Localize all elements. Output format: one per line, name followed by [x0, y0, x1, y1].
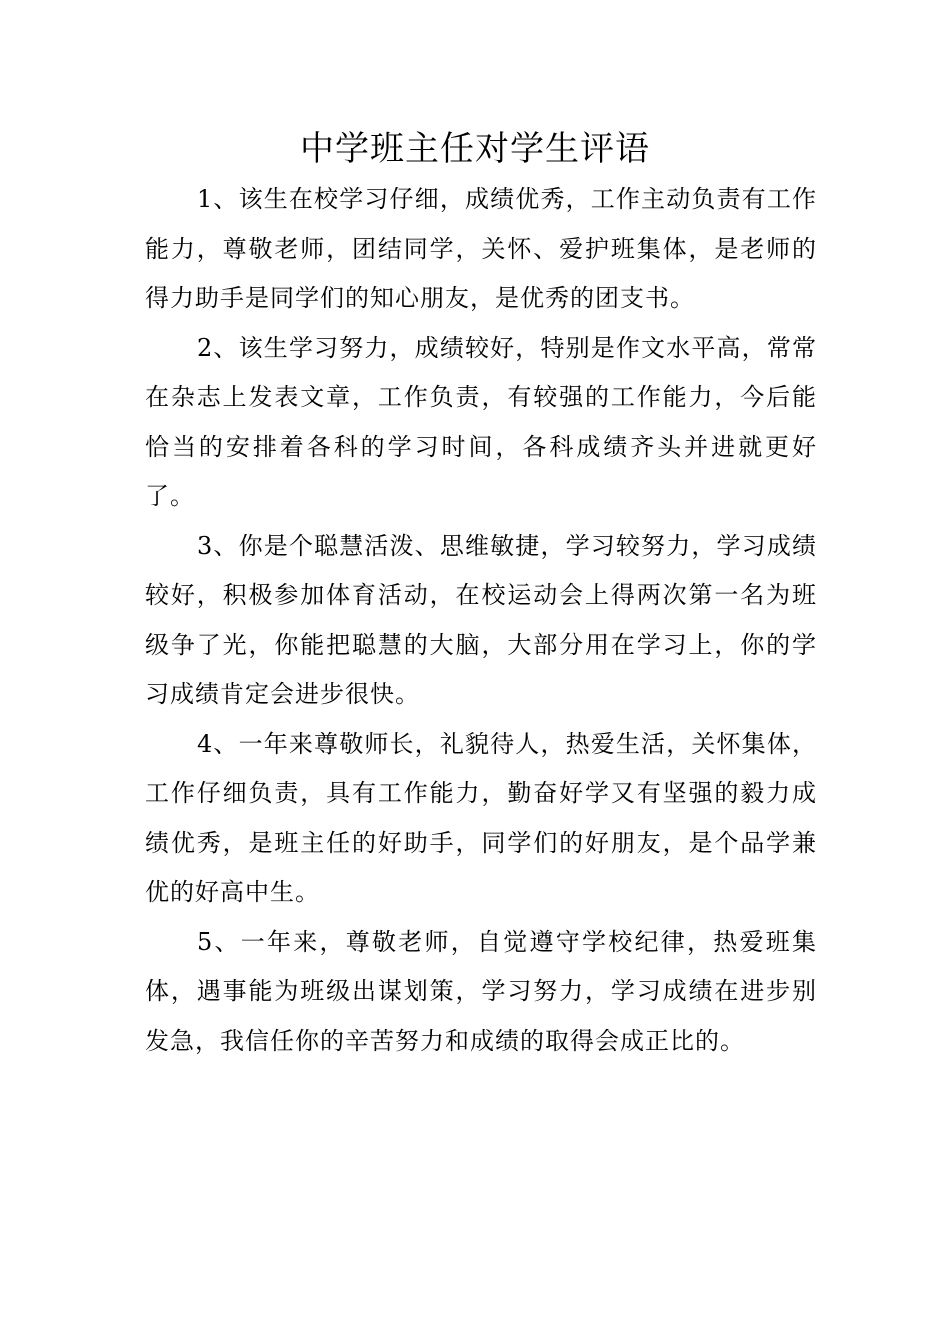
document-title: 中学班主任对学生评语	[300, 129, 650, 169]
comment-paragraph-5: 5、一年来，尊敬老师，自觉遵守学校纪律，热爱班集体，遇事能为班级出谋划策，学习努力，学习成绩在进步别发急，我信任你的辛苦努力和成绩的取得会成正比的。	[145, 927, 817, 1055]
comment-paragraph-2: 2、该生学习努力，成绩较好，特别是作文水平高，常常在杂志上发表文章，工作负责，有较强的工作能力，今后能恰当的安排着各科的学习时间，各科成绩齐头并进就更好了。	[145, 333, 817, 510]
comment-paragraph-1: 1、该生在校学习仔细，成绩优秀，工作主动负责有工作能力，尊敬老师，团结同学，关怀、爱护班集体，是老师的得力助手是同学们的知心朋友，是优秀的团支书。	[145, 185, 817, 312]
document-body	[145, 175, 817, 1066]
comment-paragraph-4: 4、一年来尊敬师长，礼貌待人，热爱生活，关怀集体，工作仔细负责，具有工作能力，勤奋好学又有坚强的毅力成绩优秀，是班主任的好助手，同学们的好朋友，是个品学兼优的好高中生。	[145, 729, 817, 906]
comment-paragraph-3: 3、你是个聪慧活泼、思维敏捷，学习较努力，学习成绩较好，积极参加体育活动，在校运动会上得两次第一名为班级争了光，你能把聪慧的大脑，大部分用在学习上，你的学习成绩肯定会进步很快。	[145, 531, 817, 708]
